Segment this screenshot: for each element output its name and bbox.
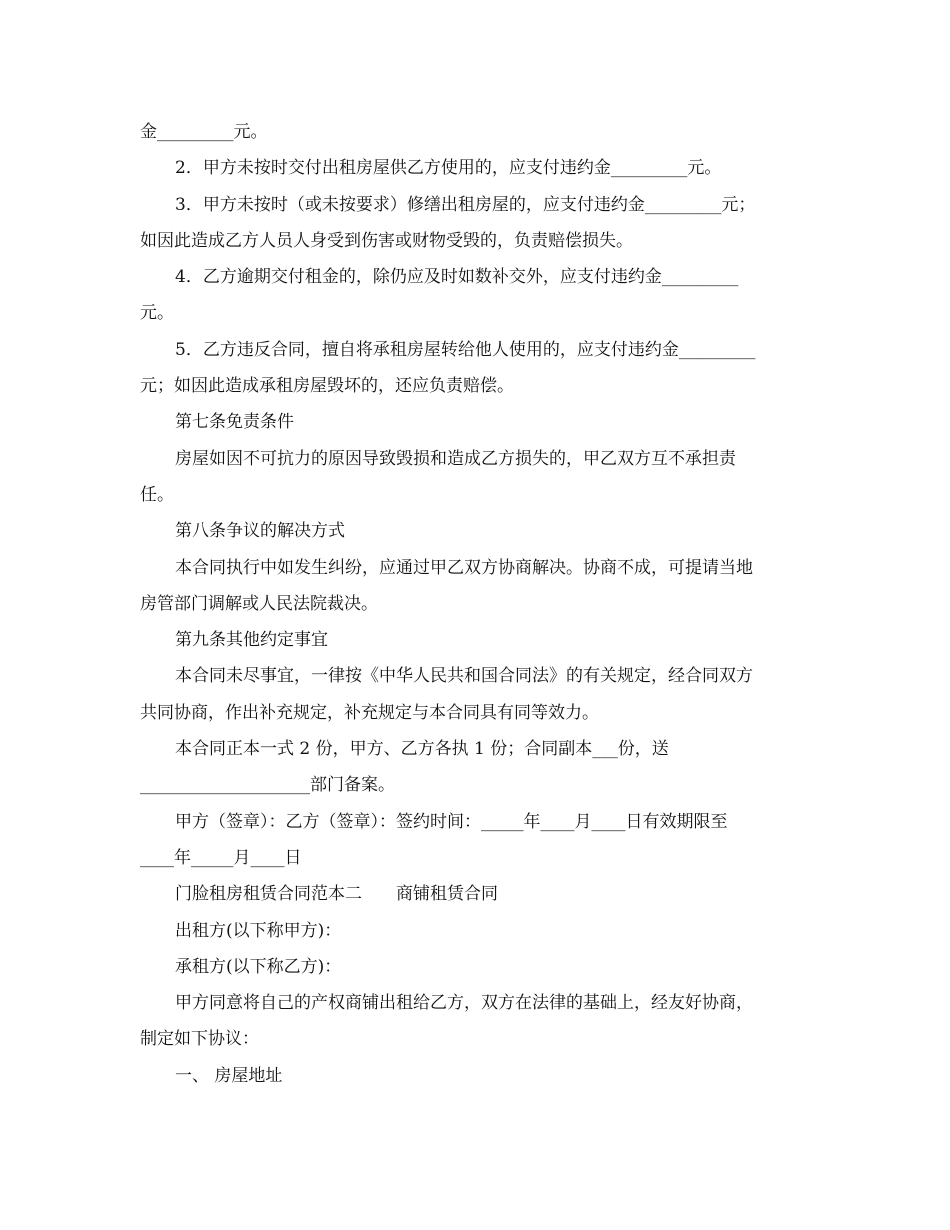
text-line: 房屋如因不可抗力的原因导致毁损和造成乙方损失的，甲乙双方互不承担责 — [175, 448, 736, 469]
text-line: 本合同正本一式 2 份，甲方、乙方各执 1 份；合同副本___份，送 — [175, 739, 669, 760]
text-line: 承租方(以下称乙方)： — [175, 956, 342, 977]
text-line: 门脸租房租赁合同范本二 商铺租赁合同 — [175, 884, 498, 905]
text-line: 第九条其他约定事宜 — [175, 630, 328, 651]
text-line: ____年_____月____日 — [140, 847, 302, 868]
text-line: 元；如因此造成承租房屋毁坏的，还应负责赔偿。 — [140, 376, 514, 397]
text-line: 房管部门调解或人民法院裁决。 — [140, 593, 378, 614]
text-line: 任。 — [140, 484, 174, 505]
text-line: ____________________部门备案。 — [140, 775, 395, 796]
text-line: 元。 — [140, 303, 174, 324]
text-line: 甲方（签章）：乙方（签章）：签约时间：_____年____月____日有效期限至 — [175, 811, 728, 832]
text-line: 一、 房屋地址 — [175, 1065, 283, 1086]
text-line: 如因此造成乙方人员人身受到伤害或财物受毁的，负责赔偿损失。 — [140, 230, 633, 251]
text-line: 第八条争议的解决方式 — [175, 521, 345, 542]
document-body — [140, 114, 810, 1094]
text-line: 本合同未尽事宜，一律按《中华人民共和国合同法》的有关规定，经合同双方 — [175, 666, 753, 687]
text-line: 甲方同意将自己的产权商铺出租给乙方，双方在法律的基础上，经友好协商， — [175, 993, 753, 1014]
text-line: 制定如下协议： — [140, 1029, 259, 1050]
text-line: 本合同执行中如发生纠纷，应通过甲乙双方协商解决。协商不成，可提请当地 — [175, 557, 753, 578]
text-line: 金_________元。 — [140, 122, 268, 142]
text-line: 4．乙方逾期交付租金的，除仍应及时如数补交外，应支付违约金_________ — [175, 267, 739, 288]
text-line: 2．甲方未按时交付出租房屋供乙方使用的，应支付违约金_________元。 — [175, 158, 722, 179]
text-line: 3．甲方未按时（或未按要求）修缮出租房屋的，应支付违约金_________元； — [175, 194, 756, 215]
text-line: 共同协商，作出补充规定，补充规定与本合同具有同等效力。 — [140, 702, 599, 723]
text-line: 出租方(以下称甲方)： — [175, 920, 342, 941]
text-line: 第七条免责条件 — [175, 412, 294, 433]
text-line: 5．乙方违反合同，擅自将承租房屋转给他人使用的，应支付违约金_________ — [175, 339, 756, 360]
